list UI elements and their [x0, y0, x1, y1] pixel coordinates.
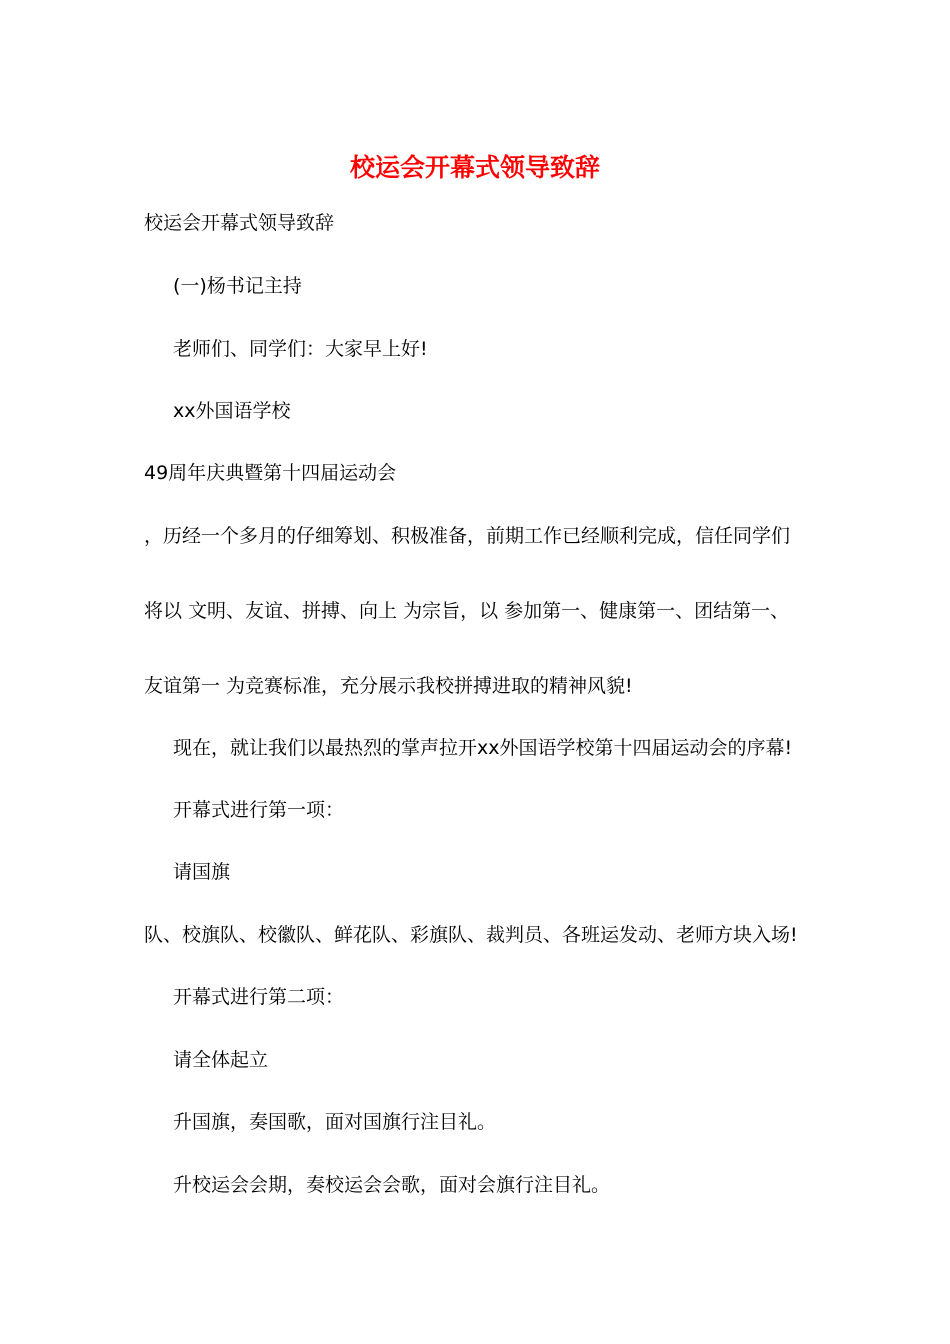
paragraph-school-name: xx外国语学校: [173, 400, 291, 422]
paragraph-item-two: 开幕式进行第二项：: [173, 986, 345, 1008]
paragraph-standard: 友谊第一 为竞赛标准，充分展示我校拼搏进取的精神风貌!: [144, 675, 633, 697]
paragraph-teams-entry: 队、校旗队、校徽队、鲜花队、彩旗队、裁判员、各班运发动、老师方块入场!: [144, 924, 798, 946]
paragraph-preparation: ，历经一个多月的仔细筹划、积极准备，前期工作已经顺利完成，信任同学们: [144, 525, 791, 547]
paragraph-flag-team: 请国旗: [173, 861, 231, 883]
paragraph-greeting: 老师们、同学们：大家早上好!: [173, 338, 428, 360]
paragraph-purpose: 将以 文明、友谊、拼搏、向上 为宗旨，以 参加第一、健康第一、团结第一、: [144, 600, 790, 622]
document-title: 校运会开幕式领导致辞: [349, 153, 600, 182]
paragraph-heading: 校运会开幕式领导致辞: [144, 212, 335, 234]
paragraph-opening: 现在，就让我们以最热烈的掌声拉开xx外国语学校第十四届运动会的序幕!: [173, 737, 793, 759]
paragraph-item-one: 开幕式进行第一项：: [173, 799, 345, 821]
paragraph-host: (一)杨书记主持: [173, 275, 302, 297]
paragraph-stand-up: 请全体起立: [173, 1049, 269, 1071]
paragraph-anniversary: 49周年庆典暨第十四届运动会: [144, 462, 397, 484]
paragraph-national-flag: 升国旗，奏国歌，面对国旗行注目礼。: [173, 1111, 497, 1133]
paragraph-games-flag: 升校运会会期，奏校运会会歌，面对会旗行注目礼。: [173, 1174, 611, 1196]
